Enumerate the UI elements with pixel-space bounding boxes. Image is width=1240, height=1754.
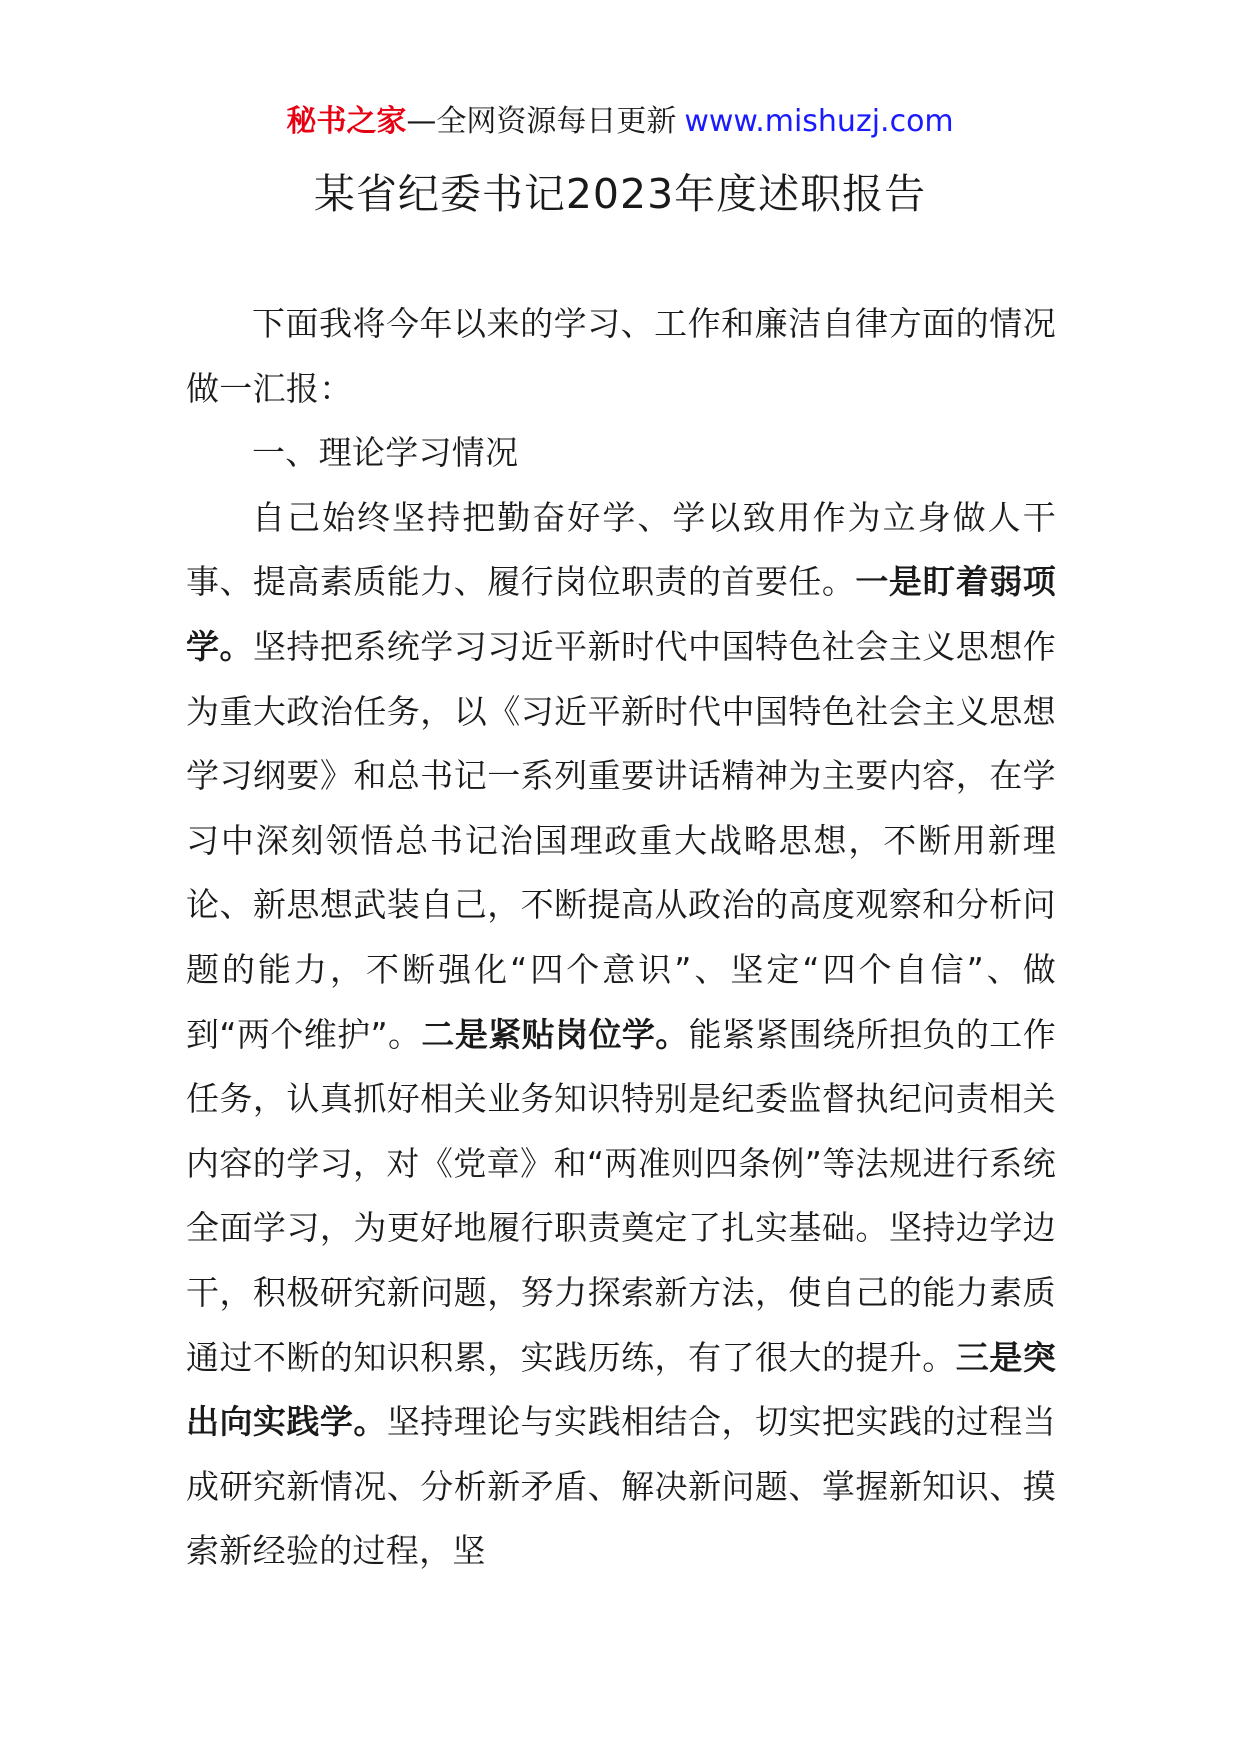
bold-subheading: 二是紧贴岗位学。 <box>421 1014 689 1054</box>
document-body <box>186 292 1056 1584</box>
brand-name: 秘书之家 <box>286 104 407 139</box>
paragraph-text: 坚持理论与实践相结合，切实把实践的过程当成研究新情况、分析新矛盾、解决新问题、掌握新知识、摸索新经验的过程，坚 <box>186 1402 1056 1571</box>
document-title: 某省纪委书记2023年度述职报告 <box>313 170 927 218</box>
section-heading: 一、理论学习情况 <box>252 433 519 473</box>
site-header <box>0 100 1240 144</box>
site-slogan: —全网资源每日更新 <box>406 104 677 139</box>
bold-subheading: 三是突出向实践学。 <box>186 1337 1057 1442</box>
site-url-link[interactable]: www.mishuzj.com <box>684 104 954 139</box>
paragraph-text: 自己始终坚持把勤奋好学、学以致用作为立身做人干事、提高素质能力、履行岗位职责的首要任。 <box>186 497 1056 602</box>
paragraph-text: 能紧紧围绕所担负的工作任务，认真抓好相关业务知识特别是纪委监督执纪问责相关内容的学习，对《党章》和“两准则四条例”等法规进行系统全面学习，为更好地履行职责奠定了扎实基础。坚持边学边干，积极研究新问题，努力探索新方法，使自己的能力素质通过不断的知识积累，实践历练，有了很大的提升。 <box>186 1014 1056 1377</box>
paragraph-text: 坚持把系统学习习近平新时代中国特色社会主义思想作为重大政治任务，以《习近平新时代中国特色社会主义思想学习纲要》和总书记一系列重要讲话精神为主要内容，在学习中深刻领悟总书记治国理政重大战略思想，不断用新理论、新思想武装自己，不断提高从政治的高度观察和分析问题的能力，不断强化“四个意识”、坚定“四个自信”、做到“两个维护”。 <box>186 626 1056 1054</box>
bold-subheading: 一是盯着弱项学。 <box>186 562 1056 666</box>
intro-paragraph: 下面我将今年以来的学习、工作和廉洁自律方面的情况做一汇报： <box>186 304 1056 408</box>
body-paragraph <box>186 486 1056 1584</box>
